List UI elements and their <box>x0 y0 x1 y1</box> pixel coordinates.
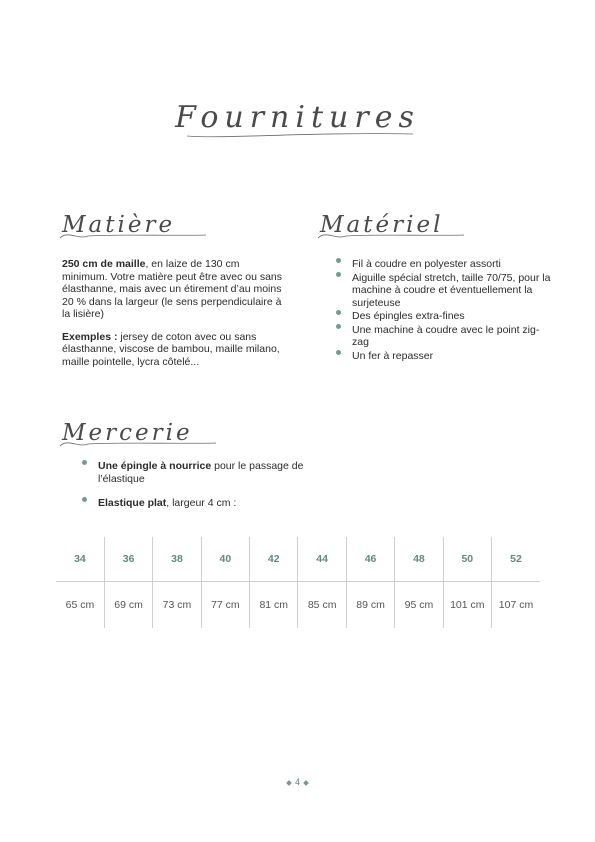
matiere-quantity: 250 cm de maille <box>62 258 146 270</box>
elastic-label: Elastique plat <box>98 497 167 509</box>
matiere-text <box>62 258 287 378</box>
page-number-value: 4 <box>294 777 300 787</box>
size-cell: 38 <box>153 537 201 582</box>
length-cell: 77 cm <box>201 582 249 629</box>
materiel-flourish <box>316 226 466 242</box>
diamond-icon <box>303 780 309 786</box>
title-underline-flourish <box>185 126 415 140</box>
size-cell: 36 <box>104 537 152 582</box>
mercerie-heading: Mercerie <box>62 420 193 446</box>
list-item: Une épingle à nourrice pour le passage de l’élastique <box>82 460 342 485</box>
length-cell: 85 cm <box>298 582 346 629</box>
matiere-description: , en laize de 130 cm minimum. Votre matière peut être avec ou sans élasthanne, mais avec un étirement d’au moins 20 % dans la largeur (le sens perpendiculaire à la lisière) <box>62 258 283 320</box>
length-cell: 73 cm <box>153 582 201 629</box>
list-item: Elastique plat, largeur 4 cm : <box>82 497 342 510</box>
bullet-icon <box>82 460 87 465</box>
length-cell: 89 cm <box>346 582 394 629</box>
mercerie-list <box>82 460 342 522</box>
list-item: Aiguille spécial stretch, taille 70/75, pour la machine à coudre et éventuellement la surjeteuse <box>336 272 556 310</box>
examples-text: jersey de coton avec ou sans élasthanne, viscose de bambou, maille milano, maille pointelle, lycra côtelé... <box>62 330 280 368</box>
size-cell: 46 <box>346 537 394 582</box>
list-item: Un fer à repasser <box>336 350 556 363</box>
table-header-row <box>56 537 540 582</box>
examples-label: Exemples : <box>62 330 118 343</box>
list-item: Une machine à coudre avec le point zig-zag <box>336 324 556 349</box>
length-cell: 107 cm <box>498 599 534 611</box>
materiel-list <box>336 258 556 363</box>
length-cell: 95 cm <box>395 582 443 629</box>
size-cell: 44 <box>298 537 346 582</box>
size-cell: 40 <box>201 537 249 582</box>
bullet-icon <box>336 350 341 355</box>
matiere-paragraph-1 <box>62 258 287 321</box>
matiere-paragraph-2 <box>62 331 287 369</box>
page-number <box>0 777 595 787</box>
length-cell: 81 cm <box>250 582 298 629</box>
mercerie-flourish <box>58 434 218 450</box>
matiere-heading: Matière <box>62 212 176 238</box>
size-cell: 48 <box>395 537 443 582</box>
length-cell: 101 cm <box>443 582 491 629</box>
bullet-icon <box>82 497 87 502</box>
page-title: Fournitures <box>175 100 420 135</box>
bullet-icon <box>336 324 341 329</box>
table-row <box>56 582 540 629</box>
bullet-icon <box>336 258 341 263</box>
bullet-icon <box>336 310 341 315</box>
list-item: Des épingles extra-fines <box>336 310 556 323</box>
bullet-icon <box>336 272 341 277</box>
length-cell: 65 cm <box>56 582 104 629</box>
matiere-flourish <box>58 226 208 242</box>
materiel-heading: Matériel <box>320 212 444 238</box>
size-cell: 42 <box>250 537 298 582</box>
size-cell: 34 <box>56 537 104 582</box>
list-item: Fil à coudre en polyester assorti <box>336 258 556 271</box>
safety-pin-label: Une épingle à nourrice <box>98 460 212 472</box>
length-cell: 69 cm <box>104 582 152 629</box>
diamond-icon <box>286 780 292 786</box>
elastic-size-table <box>56 537 540 628</box>
size-cell: 50 <box>443 537 491 582</box>
size-cell: 52 <box>492 537 540 582</box>
